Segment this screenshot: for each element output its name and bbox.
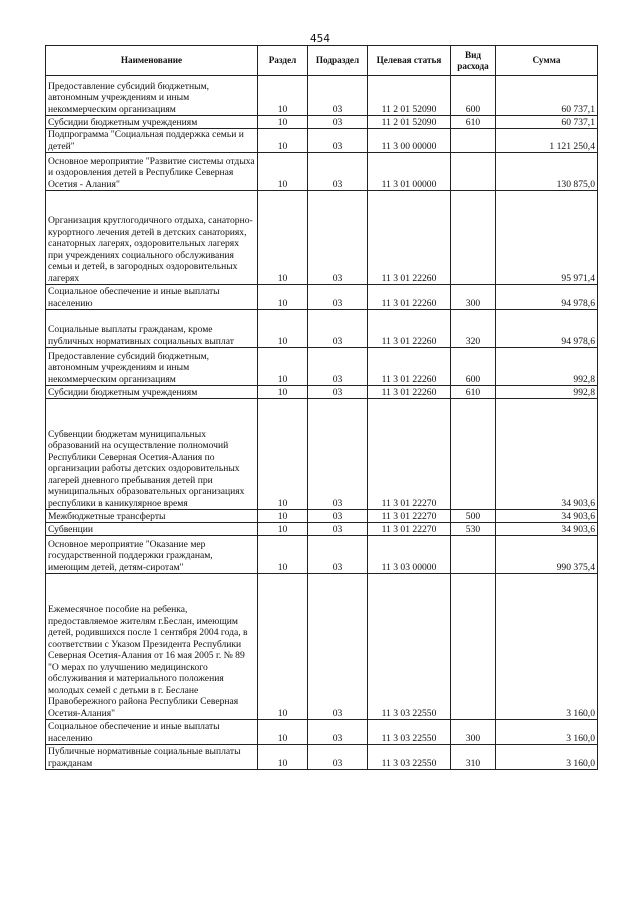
header-kind: Вид расхода — [451, 46, 496, 76]
cell-section: 10 — [258, 191, 308, 285]
page-number: 454 — [309, 33, 331, 45]
cell-subsection: 03 — [308, 745, 368, 770]
cell-amount: 34 903,6 — [496, 523, 598, 536]
cell-name: Основное мероприятие "Оказание мер государственной поддержки гражданам, имеющим детей, детям-сиротам" — [46, 536, 258, 574]
cell-subsection: 03 — [308, 574, 368, 720]
header-target: Целевая статья — [368, 46, 451, 76]
cell-name: Ежемесячное пособие на ребенка, предоставляемое жителям г.Беслан, имеющим детей, родившихся после 1 сентября 2004 года, в соответствии с Указом Президента Республики Северная Осетия-Алания от 16 мая 2005 г. № 89 "О мерах по улучшению медицинского обслуживания и материального положения молодых семей с детьми в г. Беслане Правобережного района Республики Северная Осетия-Алания" — [46, 574, 258, 720]
cell-name: Субсидии бюджетным учреждениям — [46, 386, 258, 399]
cell-kind: 300 — [451, 285, 496, 310]
header-name: Наименование — [46, 46, 258, 76]
table-header-row — [46, 46, 598, 76]
cell-amount: 992,8 — [496, 348, 598, 386]
cell-subsection: 03 — [308, 310, 368, 348]
table-row — [46, 348, 598, 386]
cell-target: 11 3 03 22550 — [368, 745, 451, 770]
cell-section: 10 — [258, 153, 308, 191]
cell-kind — [451, 574, 496, 720]
table-row — [46, 574, 598, 720]
cell-target: 11 3 01 22260 — [368, 348, 451, 386]
cell-subsection: 03 — [308, 386, 368, 399]
cell-amount: 992,8 — [496, 386, 598, 399]
cell-amount: 3 160,0 — [496, 720, 598, 745]
cell-target: 11 3 03 00000 — [368, 536, 451, 574]
cell-section: 10 — [258, 399, 308, 510]
cell-target: 11 3 03 22550 — [368, 720, 451, 745]
cell-section: 10 — [258, 745, 308, 770]
cell-section: 10 — [258, 348, 308, 386]
cell-name: Публичные нормативные социальные выплаты гражданам — [46, 745, 258, 770]
cell-amount: 990 375,4 — [496, 536, 598, 574]
cell-amount: 60 737,1 — [496, 116, 598, 129]
cell-amount: 94 978,6 — [496, 285, 598, 310]
header-amount: Сумма — [496, 46, 598, 76]
cell-target: 11 3 01 22260 — [368, 386, 451, 399]
cell-section: 10 — [258, 76, 308, 116]
cell-subsection: 03 — [308, 536, 368, 574]
cell-target: 11 3 03 22550 — [368, 574, 451, 720]
cell-kind — [451, 153, 496, 191]
cell-target: 11 3 01 22270 — [368, 399, 451, 510]
budget-table — [45, 45, 598, 770]
cell-name: Предоставление субсидий бюджетным, автономным учреждениям и иным некоммерческим организациям — [46, 76, 258, 116]
cell-name: Социальные выплаты гражданам, кроме публичных нормативных социальных выплат — [46, 310, 258, 348]
cell-target: 11 3 01 00000 — [368, 153, 451, 191]
cell-name: Социальное обеспечение и иные выплаты населению — [46, 285, 258, 310]
table-row — [46, 76, 598, 116]
cell-kind — [451, 129, 496, 153]
cell-kind: 320 — [451, 310, 496, 348]
cell-kind — [451, 191, 496, 285]
cell-target: 11 3 01 22260 — [368, 285, 451, 310]
cell-subsection: 03 — [308, 129, 368, 153]
cell-kind: 310 — [451, 745, 496, 770]
cell-target: 11 3 01 22260 — [368, 310, 451, 348]
cell-kind: 530 — [451, 523, 496, 536]
cell-section: 10 — [258, 510, 308, 523]
table-row — [46, 399, 598, 510]
table-row — [46, 745, 598, 770]
header-section: Раздел — [258, 46, 308, 76]
cell-amount: 130 875,0 — [496, 153, 598, 191]
table-row — [46, 386, 598, 399]
cell-kind: 610 — [451, 386, 496, 399]
table-row — [46, 510, 598, 523]
table-row — [46, 720, 598, 745]
table-row — [46, 285, 598, 310]
cell-section: 10 — [258, 386, 308, 399]
cell-subsection: 03 — [308, 720, 368, 745]
cell-name: Предоставление субсидий бюджетным, автономным учреждениям и иным некоммерческим организациям — [46, 348, 258, 386]
cell-section: 10 — [258, 129, 308, 153]
cell-name: Субвенции бюджетам муниципальных образований на осуществление полномочий Республики Северная Осетия-Алания по организации работы детских оздоровительных лагерей дневного пребывания детей при муниципальных образовательных организациях республики в каникулярное время — [46, 399, 258, 510]
cell-kind: 600 — [451, 348, 496, 386]
cell-amount: 34 903,6 — [496, 510, 598, 523]
cell-name: Межбюджетные трансферты — [46, 510, 258, 523]
cell-target: 11 3 01 22270 — [368, 523, 451, 536]
cell-section: 10 — [258, 720, 308, 745]
cell-subsection: 03 — [308, 523, 368, 536]
table-row — [46, 523, 598, 536]
cell-subsection: 03 — [308, 348, 368, 386]
header-subsection: Подраздел — [308, 46, 368, 76]
cell-kind: 610 — [451, 116, 496, 129]
cell-subsection: 03 — [308, 153, 368, 191]
cell-kind: 600 — [451, 76, 496, 116]
cell-kind — [451, 536, 496, 574]
cell-name: Социальное обеспечение и иные выплаты населению — [46, 720, 258, 745]
cell-name: Субсидии бюджетным учреждениям — [46, 116, 258, 129]
table-row — [46, 129, 598, 153]
cell-target: 11 3 01 22270 — [368, 510, 451, 523]
cell-kind: 300 — [451, 720, 496, 745]
cell-target: 11 2 01 52090 — [368, 76, 451, 116]
cell-name: Организация круглогодичного отдыха, санаторно-курортного лечения детей в детских санаториях, санаторных лагерях, оздоровительных лагерях при учреждениях социального обслуживания семьи и детей, в загородных оздоровительных лагерях — [46, 191, 258, 285]
cell-target: 11 3 00 00000 — [368, 129, 451, 153]
cell-amount: 3 160,0 — [496, 745, 598, 770]
cell-section: 10 — [258, 116, 308, 129]
table-row — [46, 153, 598, 191]
cell-kind — [451, 399, 496, 510]
cell-section: 10 — [258, 523, 308, 536]
cell-section: 10 — [258, 574, 308, 720]
cell-kind: 500 — [451, 510, 496, 523]
cell-amount: 60 737,1 — [496, 76, 598, 116]
cell-amount: 95 971,4 — [496, 191, 598, 285]
cell-section: 10 — [258, 310, 308, 348]
cell-amount: 34 903,6 — [496, 399, 598, 510]
cell-amount: 3 160,0 — [496, 574, 598, 720]
cell-amount: 1 121 250,4 — [496, 129, 598, 153]
cell-section: 10 — [258, 285, 308, 310]
cell-subsection: 03 — [308, 191, 368, 285]
cell-name: Подпрограмма "Социальная поддержка семьи и детей" — [46, 129, 258, 153]
cell-section: 10 — [258, 536, 308, 574]
cell-target: 11 3 01 22260 — [368, 191, 451, 285]
cell-name: Субвенции — [46, 523, 258, 536]
cell-amount: 94 978,6 — [496, 310, 598, 348]
table-row — [46, 116, 598, 129]
cell-target: 11 2 01 52090 — [368, 116, 451, 129]
cell-name: Основное мероприятие "Развитие системы отдыха и оздоровления детей в Республике Северная Осетия - Алания" — [46, 153, 258, 191]
cell-subsection: 03 — [308, 399, 368, 510]
cell-subsection: 03 — [308, 285, 368, 310]
cell-subsection: 03 — [308, 76, 368, 116]
cell-subsection: 03 — [308, 116, 368, 129]
table-row — [46, 536, 598, 574]
table-row — [46, 310, 598, 348]
table-row — [46, 191, 598, 285]
cell-subsection: 03 — [308, 510, 368, 523]
